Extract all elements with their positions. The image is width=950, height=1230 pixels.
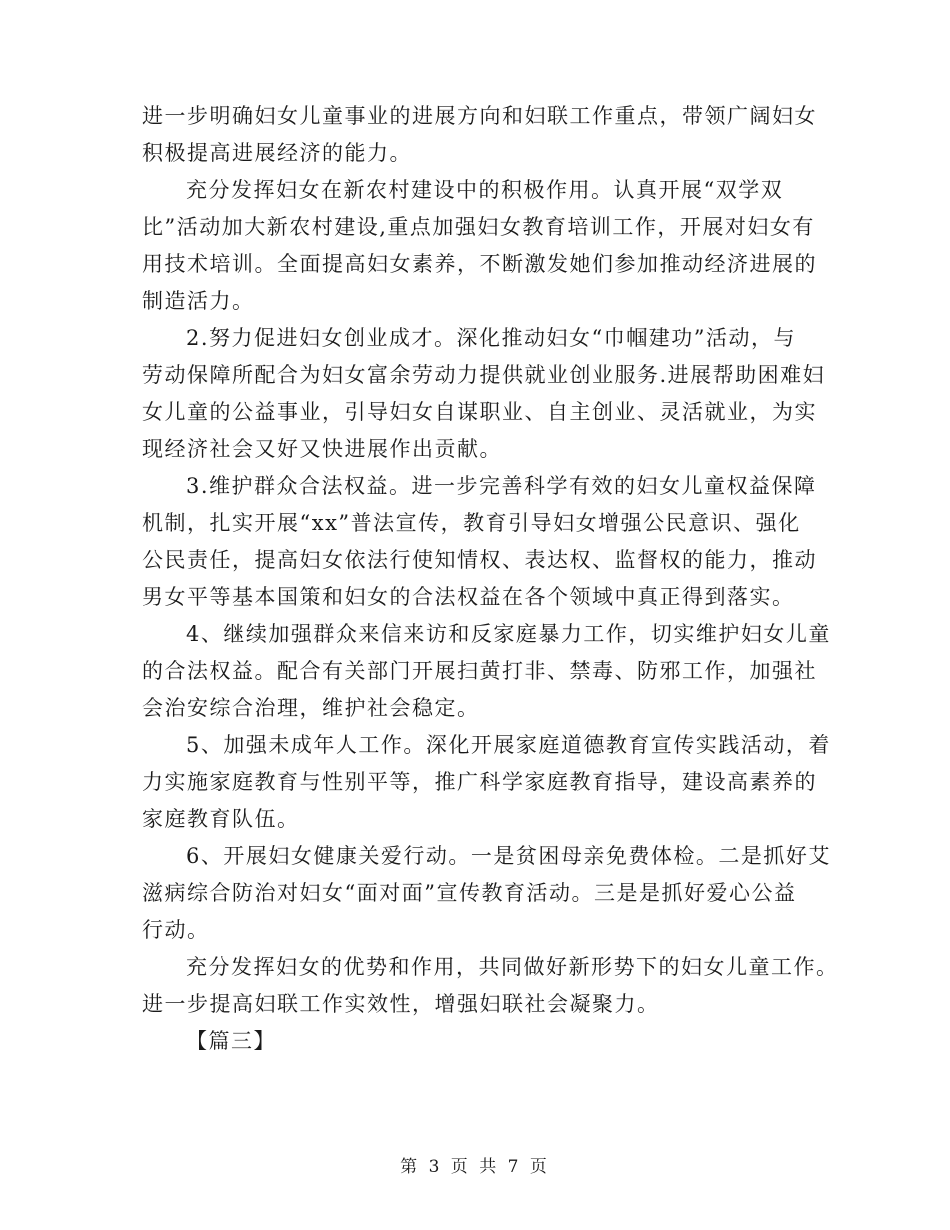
- text-line: 机制，扎实开展“xx”普法宣传，教育引导妇女增强公民意识、强化: [142, 511, 801, 535]
- text-line: 现经济社会又好又快进展作出贡献。: [142, 437, 502, 461]
- text-line: 男女平等基本国策和妇女的合法权益在各个领域中真正得到落实。: [142, 585, 795, 609]
- text-line: 的合法权益。配合有关部门开展扫黄打非、禁毒、防邪工作，加强社: [142, 659, 817, 683]
- paragraph-start-line: 3.维护群众合法权益。进一步完善科学有效的妇女儿童权益保障: [186, 474, 817, 498]
- text-line: 女儿童的公益事业，引导妇女自谋职业、自主创业、灵活就业，为实: [142, 400, 817, 424]
- text-line: 劳动保障所配合为妇女富余劳动力提供就业创业服务.进展帮助困难妇: [142, 363, 826, 387]
- text-line: 滋病综合防治对妇女“面对面”宣传教育活动。三是是抓好爱心公益: [142, 881, 797, 905]
- paragraph-start-line: 充分发挥妇女的优势和作用，共同做好新形势下的妇女儿童工作。: [186, 955, 839, 979]
- text-line: 用技术培训。全面提高妇女素养，不断激发她们参加推动经济进展的: [142, 252, 817, 276]
- text-line: 家庭教育队伍。: [142, 807, 300, 831]
- paragraph-start-line: 4、继续加强群众来信来访和反家庭暴力工作，切实维护妇女儿童: [186, 622, 831, 646]
- text-line: 公民责任，提高妇女依法行使知情权、表达权、监督权的能力，推动: [142, 548, 817, 572]
- text-line: 制造活力。: [142, 289, 255, 313]
- paragraph-start-line: 2.努力促进妇女创业成才。深化推动妇女“巾帼建功”活动，与: [186, 326, 797, 350]
- text-line: 进一步提高妇联工作实效性，增强妇联社会凝聚力。: [142, 992, 660, 1016]
- paragraph-start-line: 充分发挥妇女在新农村建设中的积极作用。认真开展“双学双: [186, 178, 784, 202]
- section-heading: 【篇三】: [186, 1029, 276, 1053]
- paragraph-start-line: 6、开展妇女健康关爱行动。一是贫困母亲免费体检。二是抓好艾: [186, 844, 831, 868]
- text-line: 比”活动加大新农村建设,重点加强妇女教育培训工作，开展对妇女有: [142, 215, 815, 239]
- paragraph-start-line: 5、加强未成年人工作。深化开展家庭道德教育宣传实践活动，着: [186, 733, 831, 757]
- text-line: 进一步明确妇女儿童事业的进展方向和妇联工作重点，带领广阔妇女: [142, 104, 817, 128]
- text-line: 会治安综合治理，维护社会稳定。: [142, 696, 480, 720]
- document-body: [142, 98, 839, 1060]
- text-line: 积极提高进展经济的能力。: [142, 141, 412, 165]
- page-number-footer: 第 3 页 共 7 页: [400, 1157, 550, 1177]
- text-line: 力实施家庭教育与性别平等，推广科学家庭教育指导，建设高素养的: [142, 770, 817, 794]
- text-line: 行动。: [142, 918, 210, 942]
